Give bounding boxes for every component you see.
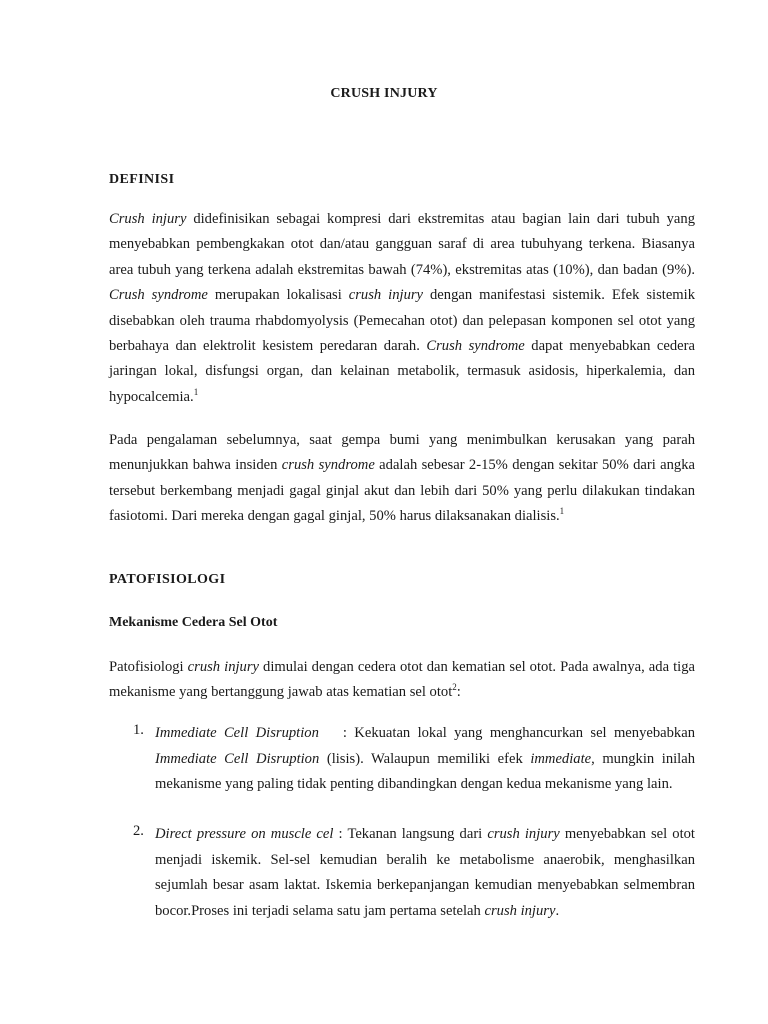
text: : Tekanan langsung dari [333, 826, 488, 842]
document-title: CRUSH INJURY [330, 86, 438, 101]
text-italic: Immediate Cell Disruption [155, 725, 319, 741]
text: Patofisiologi [109, 659, 188, 675]
text-italic: Crush syndrome [426, 338, 525, 355]
text-italic: crush injury [187, 659, 259, 675]
text: : [456, 684, 461, 701]
text: : Kekuatan lokal yang menghancurkan sel menyebabkan [342, 725, 695, 741]
text: dimulai dengan cedera otot dan kematian sel otot. Pada awalnya, ada tiga mekanisme yang bertanggung jawab atas kematian sel otot [109, 659, 695, 701]
list-number: 2. [133, 823, 144, 839]
text-italic: crush injury [348, 287, 424, 304]
list-number: 1. [133, 722, 144, 738]
text-italic: Direct pressure on muscle cel [155, 826, 334, 842]
text: dapat menyebabkan cedera jaringan lokal, disfungsi organ, dan kelainan metabolik, termasuk asidosis, hiperkalemia, dan hypocalcemia. [109, 338, 695, 405]
paragraph-definisi-2 [109, 428, 695, 530]
text: adalah sebesar 2-15% dengan sekitar 50% dari angka tersebut berkembang menjadi gagal ginjal akut dan lebih dari 50% yang perlu dilakukan tindakan fasiotomi. Dari mereka dengan gagal ginjal, 50% harus dilaksanakan dialisis. [109, 457, 695, 525]
text-italic: crush syndrome [281, 457, 375, 474]
text-italic: crush injury [484, 902, 556, 919]
text: didefinisikan sebagai kompresi dari ekstremitas atau bagian lain dari tubuh yang menyebabkan pembengkakan otot dan/atau gangguan saraf di area tubuhyang terkena. Biasanya area tubuh yang terkena adalah ekstremitas bawah (74%), ekstremitas atas (10%), dan badan (9%). [109, 211, 695, 278]
text: (lisis). Walaupun memiliki efek [319, 750, 531, 767]
text-italic: crush injury [487, 826, 560, 842]
paragraph-definisi-1 [109, 207, 695, 410]
text: Pada pengalaman sebelumnya, saat gempa bumi yang menimbulkan kerusakan yang parah menunjukkan bahwa insiden [109, 432, 695, 474]
text-italic: Immediate Cell Disruption [155, 750, 320, 767]
footnote-ref: 1 [559, 506, 565, 517]
subheading-mekanisme: Mekanisme Cedera Sel Otot [109, 615, 278, 630]
heading-patofisiologi: PATOFISIOLOGI [109, 572, 226, 587]
footnote-ref: 2 [452, 682, 457, 693]
paragraph-patofisiologi-1 [109, 655, 695, 706]
text-italic: immediate [530, 750, 592, 767]
list-item-text [155, 822, 695, 924]
list-item-text [155, 721, 695, 798]
footnote-ref: 1 [193, 386, 199, 397]
text-italic: Crush injury [109, 211, 187, 227]
text: dengan manifestasi sistemik. Efek sistemik disebabkan oleh trauma rhabdomyolysis (Pemecahan otot) dan pelepasan komponen sel otot yang berbahaya dan elektrolit kesistem peredaran darah. [109, 287, 695, 355]
text: merupakan lokalisasi [207, 287, 349, 304]
text-italic: Crush syndrome [109, 287, 208, 304]
text: . [555, 902, 560, 919]
heading-definisi: DEFINISI [109, 172, 175, 187]
text: , mungkin inilah mekanisme yang paling tidak penting dibandingkan dengan kedua mekanisme yang lain. [155, 750, 695, 793]
text: menyebabkan sel otot menjadi iskemik. Sel-sel kemudian beralih ke metabolisme anaerobik, menghasilkan sejumlah besar asam laktat. Iskemia berkepanjangan kemudian menyebabkan selmembran bocor.Proses ini terjadi selama satu jam pertama setelah [155, 826, 695, 919]
